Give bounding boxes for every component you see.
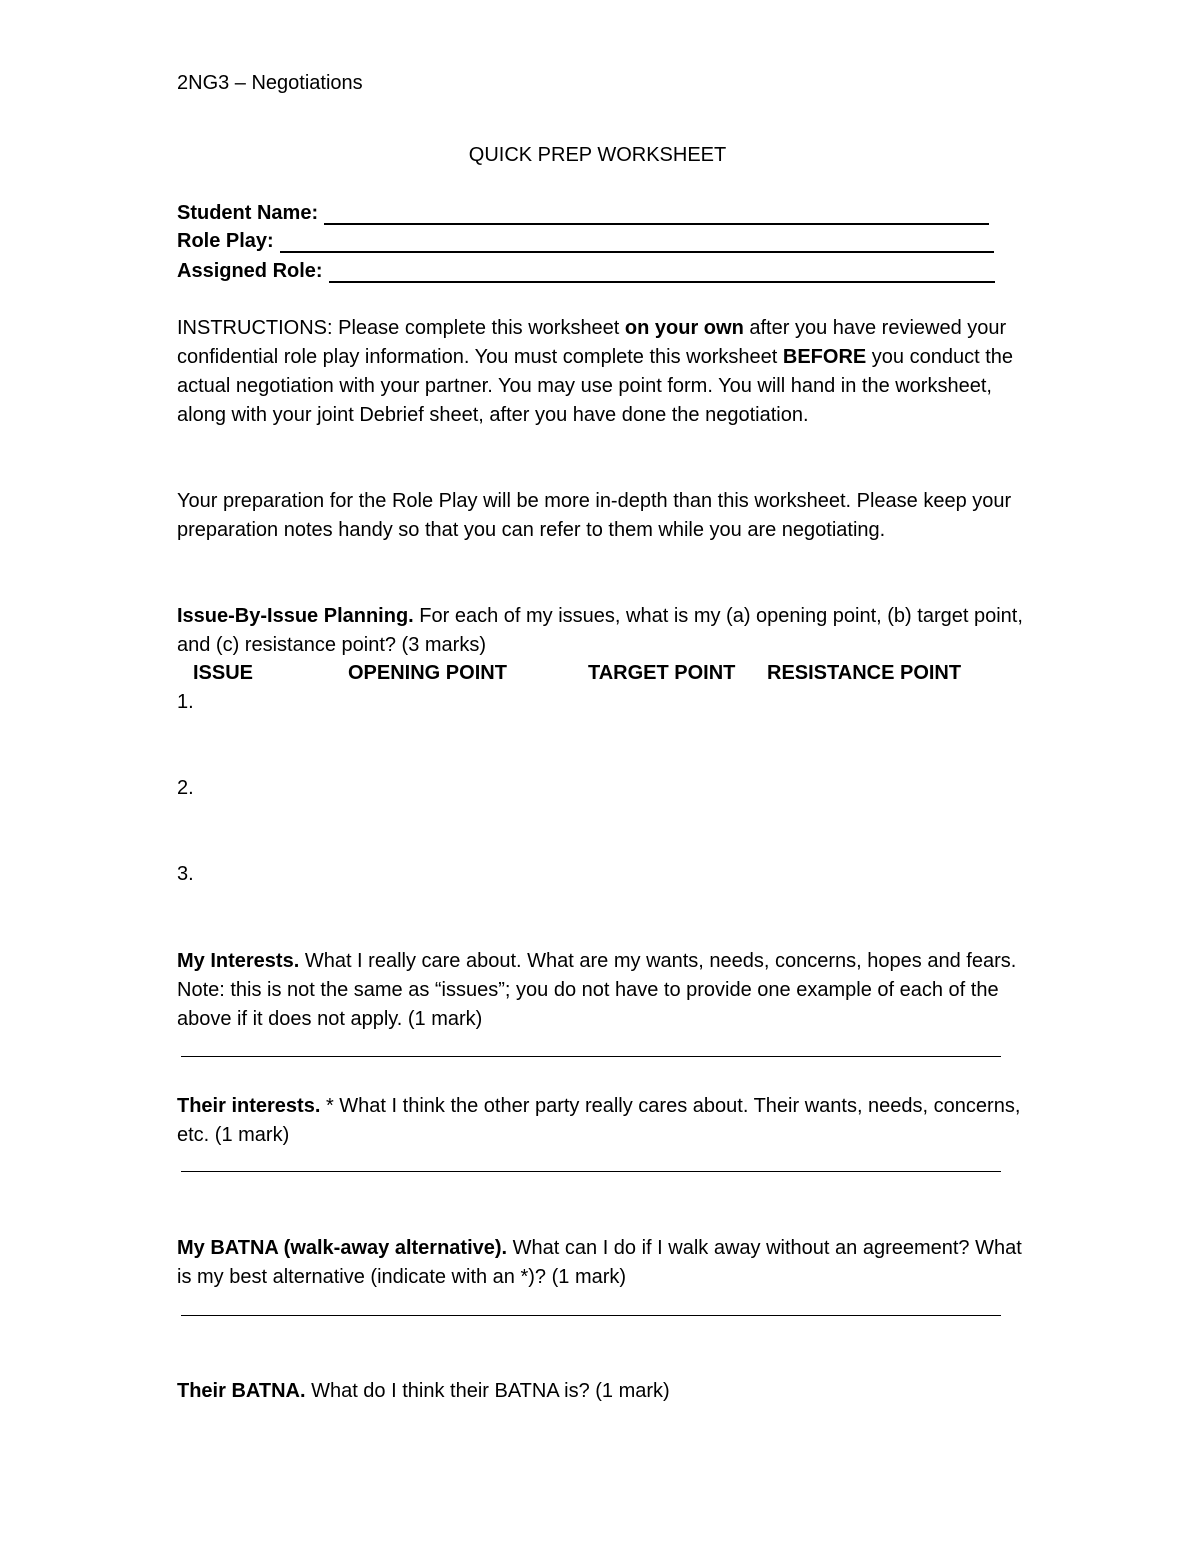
student-name-label: Student Name: xyxy=(177,202,319,224)
my-interests-paragraph: My Interests. What I really care about. What are my wants, needs, concerns, hopes and fears. Note: this is not the same as “issues”; you do not have to provide one example of each of the above if it does not apply. (1 mark) xyxy=(177,950,1017,1030)
my-batna-paragraph: My BATNA (walk-away alternative). What can I do if I walk away without an agreement? What is my best alternative (indicate with an *)? (1 mark) xyxy=(177,1237,1022,1288)
col-opening-point: OPENING POINT xyxy=(348,662,507,684)
their-batna-paragraph: Their BATNA. What do I think their BATNA is? (1 mark) xyxy=(177,1380,670,1402)
page-title: QUICK PREP WORKSHEET xyxy=(468,144,727,166)
issue-row-3: 3. xyxy=(177,863,194,885)
student-name-line[interactable] xyxy=(324,207,989,225)
course-header: 2NG3 – Negotiations xyxy=(177,72,363,94)
student-name-field[interactable] xyxy=(177,202,989,225)
assigned-role-field[interactable] xyxy=(177,260,995,283)
issue-planning-paragraph: Issue-By-Issue Planning. For each of my issues, what is my (a) opening point, (b) target point, and (c) resistance point? (3 marks) xyxy=(177,605,1023,656)
role-play-line[interactable] xyxy=(280,235,994,253)
role-play-field[interactable] xyxy=(177,230,994,253)
issue-row-2: 2. xyxy=(177,777,194,799)
col-issue: ISSUE xyxy=(193,662,254,684)
assigned-role-line[interactable] xyxy=(329,265,995,283)
col-resistance-point: RESISTANCE POINT xyxy=(767,662,962,684)
col-target-point: TARGET POINT xyxy=(588,662,736,684)
preparation-paragraph: Your preparation for the Role Play will be more in-depth than this worksheet. Please keep your preparation notes handy so that you can refer to them while you are negotiating. xyxy=(177,490,1012,541)
assigned-role-label: Assigned Role: xyxy=(177,260,323,282)
their-interests-answer-line[interactable] xyxy=(181,1171,1001,1172)
my-batna-answer-line[interactable] xyxy=(181,1315,1001,1316)
issue-row-1: 1. xyxy=(177,691,194,713)
instructions-paragraph: INSTRUCTIONS: Please complete this worksheet on your own after you have reviewed your confidential role play information. You must complete this worksheet BEFORE you conduct the actual negotiation with your partner. You may use point form. You will hand in the worksheet, along with your joint Debrief sheet, after you have done the negotiation. xyxy=(177,317,1014,426)
role-play-label: Role Play: xyxy=(177,230,274,252)
my-interests-answer-line[interactable] xyxy=(181,1056,1001,1057)
their-interests-paragraph: Their interests. * What I think the other party really cares about. Their wants, needs, concerns, etc. (1 mark) xyxy=(177,1095,1021,1146)
